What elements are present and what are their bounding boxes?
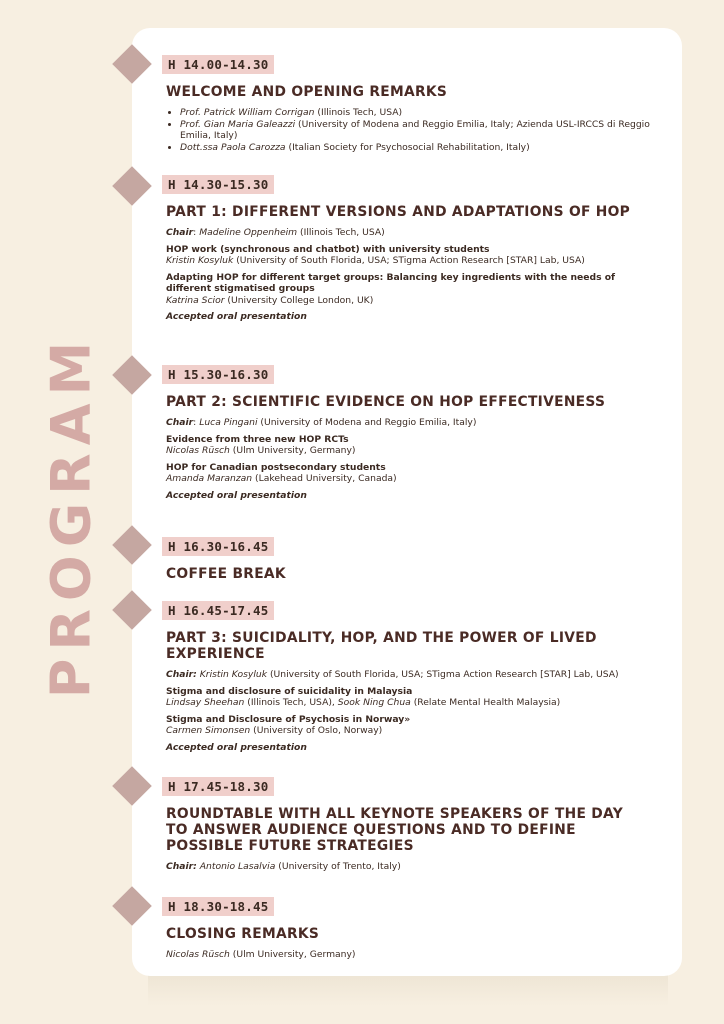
session-part-1	[162, 174, 662, 328]
chair-name: Madeline Oppenheim	[199, 227, 298, 238]
session-note: Accepted oral presentation	[166, 311, 307, 322]
chair-affiliation: (Illinois Tech, USA)	[297, 227, 385, 238]
speaker-affiliation: (Lakehead University, Canada)	[252, 473, 397, 484]
chair-name: Luca Pingani	[199, 417, 258, 428]
session-title: PART 1: DIFFERENT VERSIONS AND ADAPTATIONS OF HOP	[166, 204, 631, 220]
session-time: H 16.30-16.45	[162, 537, 274, 556]
talk-title: Stigma and Disclosure of Psychosis in Norway»	[166, 713, 411, 725]
chair-line	[166, 861, 662, 873]
speaker-name: Nicolas Rüsch	[166, 949, 230, 960]
chair-label: Chair:	[166, 861, 197, 872]
session-title: ROUNDTABLE WITH ALL KEYNOTE SPEAKERS OF THE DAY TO ANSWER AUDIENCE QUESTIONS AND TO DEFINE POSSIBLE FUTURE STRATEGIES	[166, 806, 623, 854]
session-roundtable	[162, 776, 662, 878]
chair-affiliation: (University of Trento, Italy)	[275, 861, 401, 872]
talk	[166, 244, 662, 267]
speaker-name: Katrina Scior	[166, 294, 225, 306]
chair-line: Chair: Luca Pingani (University of Modena and Reggio Emilia, Italy)	[166, 417, 477, 428]
talk	[166, 462, 662, 485]
speaker-affiliation: (Ulm University, Germany)	[229, 949, 356, 960]
session-title: PART 2: SCIENTIFIC EVIDENCE ON HOP EFFECTIVENESS	[166, 394, 606, 410]
speaker-affiliation: (Relate Mental Health Malaysia)	[410, 697, 561, 708]
speaker-name: Lindsay Sheehan	[166, 697, 245, 708]
chair-affiliation: (University of South Florida, USA; STigma Action Research [STAR] Lab, USA)	[267, 669, 619, 680]
session-coffee-break	[162, 536, 662, 582]
session-title: PART 3: SUICIDALITY, HOP, AND THE POWER OF LIVED EXPERIENCE	[166, 630, 597, 662]
speaker-affiliation: (University of Oslo, Norway)	[250, 725, 383, 736]
chair-line: Chair: Madeline Oppenheim (Illinois Tech, USA)	[166, 227, 385, 238]
session-time: H 17.45-18.30	[162, 777, 274, 796]
speaker-name: Kristin Kosyluk	[166, 255, 234, 266]
list-item	[180, 142, 662, 154]
session-body	[166, 227, 662, 323]
chair-affiliation: (University of Modena and Reggio Emilia, Italy)	[257, 417, 477, 428]
talk-title: Adapting HOP for different target groups: Balancing key ingredients with the needs of different stigmatised groups	[166, 271, 616, 294]
speaker-name: Prof. Gian Maria Galeazzi	[180, 118, 296, 130]
session-time: H 14.00-14.30	[162, 55, 274, 74]
session-time: H 16.45-17.45	[162, 601, 274, 620]
page-title: PROGRAM	[39, 333, 103, 699]
speaker-name: Nicolas Rüsch	[166, 445, 230, 456]
speaker-affiliation: (University College London, UK)	[224, 294, 374, 306]
speaker-affiliation: (Illinois Tech, USA)	[314, 107, 403, 118]
list-item	[180, 107, 662, 119]
speaker-line	[166, 949, 662, 961]
speaker-affiliation: (Italian Society for Psychosocial Rehabilitation, Italy)	[285, 141, 530, 153]
session-note: Accepted oral presentation	[166, 741, 307, 753]
talk-title: Stigma and disclosure of suicidality in Malaysia	[166, 685, 413, 697]
speaker-affiliation: (University of Modena and Reggio Emilia, Italy; Azienda USL-IRCCS di Reggio Emilia, Italy)	[180, 118, 650, 141]
session-body	[166, 417, 662, 501]
speaker-name: Dott.ssa Paola Carozza	[180, 141, 286, 153]
speaker-name: Carmen Simonsen	[166, 725, 251, 736]
speaker-affiliation: (Illinois Tech, USA),	[244, 697, 338, 708]
speaker-affiliation: (Ulm University, Germany)	[229, 445, 356, 456]
speaker-name: Sook Ning Chua	[337, 697, 411, 708]
chair-label: Chair:	[166, 669, 197, 680]
session-body	[166, 861, 662, 873]
session-body	[166, 949, 662, 961]
chair-label: Chair	[166, 417, 194, 428]
session-time: H 14.30-15.30	[162, 175, 274, 194]
page-title-vertical	[16, 333, 126, 699]
speaker-name: Prof. Patrick William Corrigan	[180, 107, 315, 118]
session-body	[166, 669, 662, 753]
session-welcome	[162, 54, 662, 153]
chair-name: Kristin Kosyluk	[199, 669, 268, 680]
talk	[166, 714, 662, 737]
session-title: CLOSING REMARKS	[166, 926, 320, 942]
talk	[166, 272, 662, 307]
talk-title: HOP work (synchronous and chatbot) with university students	[166, 243, 490, 255]
session-title: COFFEE BREAK	[166, 566, 286, 582]
speaker-name: Amanda Maranzan	[166, 473, 253, 484]
session-title: WELCOME AND OPENING REMARKS	[166, 84, 448, 100]
session-part-2	[162, 364, 662, 506]
session-time: H 18.30-18.45	[162, 897, 274, 916]
chair-line	[166, 669, 662, 681]
list-item	[180, 119, 662, 142]
speaker-affiliation: (University of South Florida, USA; STigma Action Research [STAR] Lab, USA)	[233, 255, 585, 266]
session-time: H 15.30-16.30	[162, 365, 274, 384]
session-note: Accepted oral presentation	[166, 489, 307, 501]
session-body	[166, 107, 662, 153]
talk	[166, 686, 662, 709]
chair-name: Antonio Lasalvia	[199, 861, 276, 872]
chair-label: Chair	[166, 227, 194, 238]
talk-title: HOP for Canadian postsecondary students	[166, 461, 386, 473]
talk-title: Evidence from three new HOP RCTs	[166, 433, 349, 445]
speaker-list	[166, 107, 662, 153]
talk	[166, 434, 662, 457]
session-part-3	[162, 600, 662, 758]
session-closing	[162, 896, 662, 966]
